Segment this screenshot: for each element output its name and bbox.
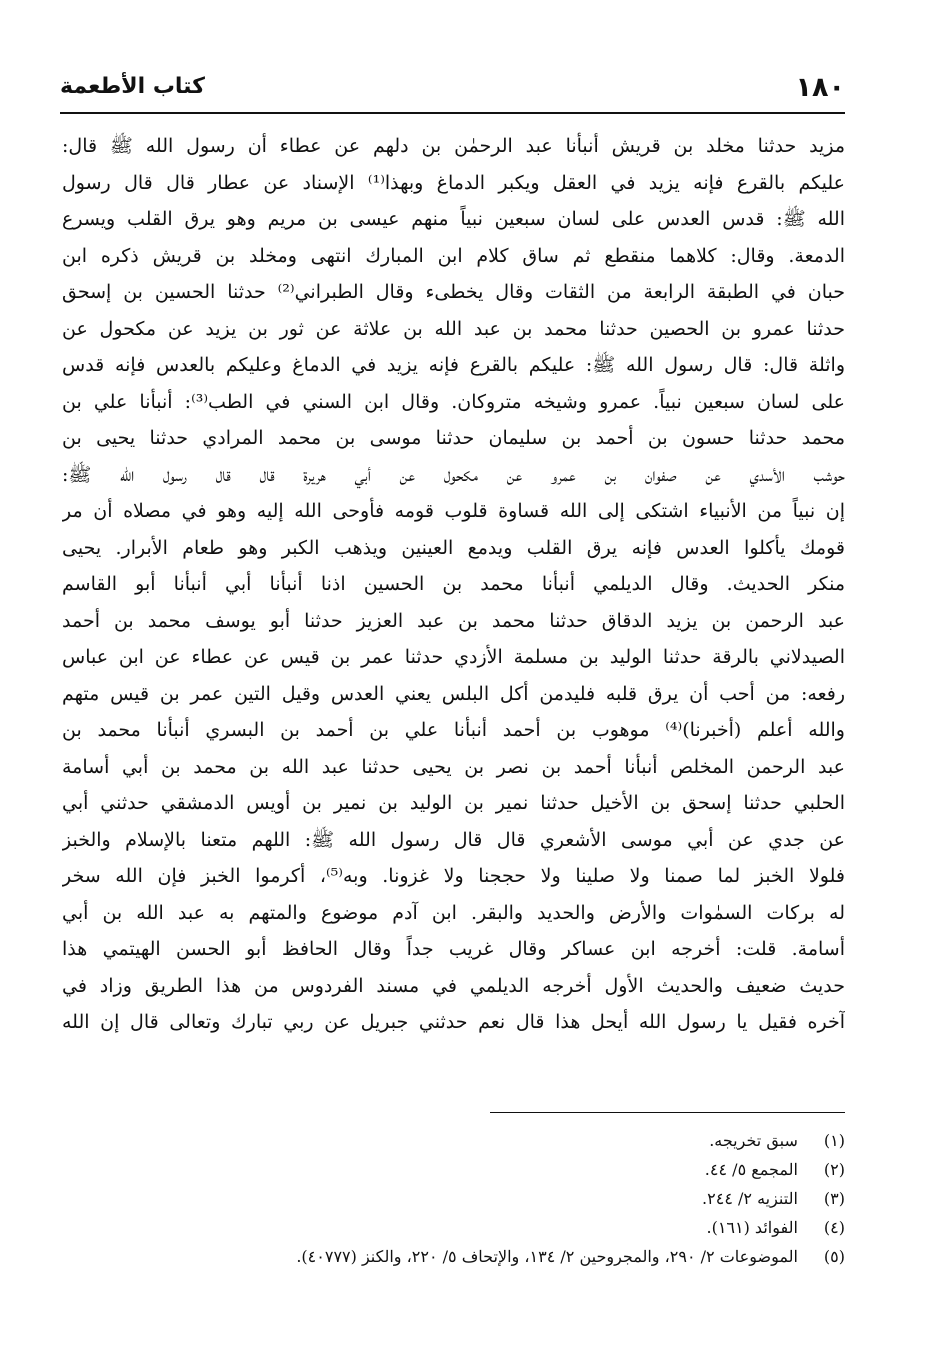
text-line: واثلة قال: قال رسول الله ﷺ: عليكم بالقرع فإنه يزيد في الدماغ وعليكم بالعدس فإنه قدس	[62, 354, 845, 376]
text-line: آخره فقيل يا رسول الله أيحل هذا قال نعم حدثني جبريل عن ربي تبارك وتعالى قال إن الله	[62, 1011, 845, 1033]
page-header	[60, 68, 845, 112]
text-line: محمد حدثنا حسون بن أحمد بن سليمان حدثنا موسى بن محمد المرادي حدثنا يحيى بن	[62, 427, 845, 449]
text-line: حديث ضعيف والحديث الأول أخرجه الديلمي في مسند الفردوس من هذا الطريق وزاد في	[62, 974, 845, 997]
text-line: منكر الحديث. وقال الديلمي أنبأنا محمد بن الحسين اذنا أنبأنا أبي أنبأنا أبو القاسم	[62, 573, 845, 595]
text-line: إن نبياً من الأنبياء اشتكى إلى الله قساوة قلوب قومه فأوحى الله إليه وهو في مصلاه أن مر	[62, 500, 845, 522]
text-line: مزيد حدثنا مخلد بن قريش أنبأنا عبد الرحمٰن بن دلهم عن عطاء أن رسول الله ﷺ قال:	[62, 135, 845, 157]
footnote-text: المجمع ٥/ ٤٤.	[704, 1160, 798, 1179]
text-line: عليكم بالقرع فإنه يزيد في العقل ويكبر الدماغ وبهذا⁽¹⁾ الإسناد عن عطار قال قال رسول	[62, 171, 845, 194]
text-line: عن جدي عن أبي موسى الأشعري قال قال رسول الله ﷺ: اللهم متعنا بالإسلام والخبز	[62, 828, 845, 851]
text-line: على لسان سبعين نبياً. عمرو وشيخه متروكان. وقال ابن السني في الطب⁽³⁾: أنبأنا علي بن	[62, 390, 845, 413]
footnotes	[62, 1126, 845, 1271]
text-line: عبد الرحمن المخلص أنبأنا أحمد بن نصر بن يحيى حدثنا عبد الله بن محمد بن أبي أسامة	[62, 755, 845, 778]
header-divider	[60, 112, 845, 114]
main-text	[62, 128, 845, 1041]
footnote	[62, 1242, 845, 1271]
text-line: حبان في الطبقة الرابعة من الثقات وقال يخطىء وقال الطبراني⁽²⁾ حدثنا الحسين بن إسحق	[62, 281, 845, 303]
text-line: فلولا الخبز لما صمنا ولا صلينا ولا حججنا ولا غزونا. وبه⁽⁵⁾، أكرموا الخبز فإن الله سخر	[62, 865, 845, 887]
text-line: حدثنا عمرو بن الحصين حدثنا محمد بن عبد الله بن علاثة عن ثور بن يزيد عن مكحول عن	[62, 317, 845, 340]
footnote-text: التنزيه ٢/ ٢٤٤.	[702, 1189, 798, 1208]
page-number: ١٨٠	[795, 72, 845, 103]
footnote	[62, 1155, 845, 1184]
footnote-number: (٣)	[823, 1189, 845, 1208]
text-line: الصيدلاني بالرقة حدثنا الوليد بن مسلمة الأزدي حدثنا عمر بن قيس عن عطاء عن ابن عباس	[62, 646, 845, 668]
text-line: أسامة. قلت: أخرجه ابن عساكر وقال غريب جداً وقال الحافظ أبو الحسن الهيتمي هذا	[62, 938, 845, 960]
text-line: عبد الرحمن بن يزيد الدقاق حدثنا محمد بن عبد العزيز حدثنا أبو يوسف محمد بن أحمد	[62, 609, 845, 632]
text-line: رفعه: من أحب أن يرق قلبه فليدمن أكل البلس يعني العدس وقيل التين عمر بن قيس متهم	[62, 682, 845, 705]
text-line: حوشب الأسدي عن صفوان بن عمرو عن مكحول عن أبي هريرة قال قال رسول الله ﷺ:	[62, 463, 845, 486]
footnote-number: (١)	[823, 1131, 845, 1150]
text-line: الدمعة. وقال: كلاهما منقطع ثم ساق كلام ابن المبارك انتهى ومخلد بن قريش ذكره ابن	[62, 244, 845, 267]
footnote-text: الموضوعات ٢/ ٢٩٠، والمجروحين ٢/ ١٣٤، والإتحاف ٥/ ٢٢٠، والكنز (٤٠٧٧٧).	[296, 1247, 798, 1266]
footnote	[62, 1213, 845, 1242]
text-line: له بركات السمٰوات والأرض والحديد والبقر. ابن آدم موضوع والمتهم به عبد الله بن أبي	[62, 901, 845, 924]
text-line: والله أعلم (أخبرنا)⁽⁴⁾ موهوب بن أحمد أنبأنا علي بن أحمد بن البسري أنبأنا محمد بن	[62, 719, 845, 741]
footnote-number: (٢)	[823, 1160, 845, 1179]
footnote-number: (٤)	[823, 1218, 845, 1237]
text-line: الله ﷺ: قدس العدس على لسان سبعين نبياً منهم عيسى بن مريم وهو يرق القلب ويسرع	[62, 208, 845, 230]
book-title: كتاب الأطعمة	[60, 74, 205, 99]
footnote	[62, 1184, 845, 1213]
text-line: قومك يأكلوا العدس فإنه يرق القلب ويدمع العينين ويذهب الكبر وهو طعام الأبرار. يحيى	[62, 536, 845, 559]
footnote-number: (٥)	[823, 1247, 845, 1266]
footnote	[62, 1126, 845, 1155]
footnote-text: الفوائد (١٦١).	[706, 1218, 798, 1237]
text-line: الحلبي حدثنا إسحق بن الأخيل حدثنا نمير بن الوليد بن نمير بن أويس الدمشقي حدثني أبي	[62, 792, 845, 814]
footnote-divider	[490, 1112, 845, 1113]
footnote-text: سبق تخريجه.	[709, 1131, 798, 1150]
